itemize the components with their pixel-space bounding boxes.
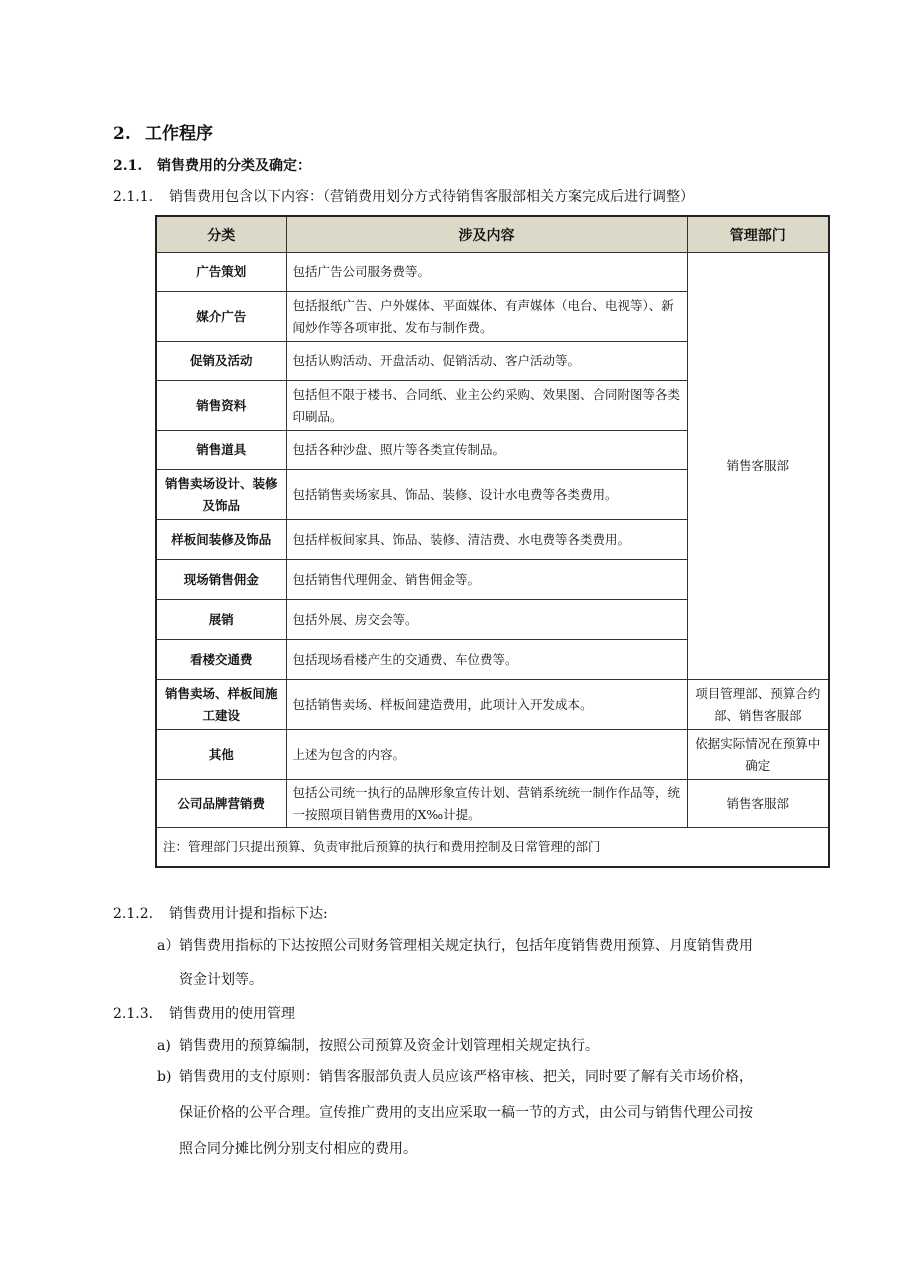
merged-department-cell: 销售客服部 xyxy=(687,253,829,680)
table-header-row xyxy=(156,216,829,253)
item-2-1-3-a-text: 销售费用的预算编制，按照公司预算及资金计划管理相关规定执行。 xyxy=(179,1038,599,1054)
item-2-1-2-a-label: a） xyxy=(157,938,180,954)
section-heading xyxy=(113,119,213,144)
header-category: 分类 xyxy=(156,216,286,253)
row-department: 项目管理部、预算合约部、销售客服部 xyxy=(687,680,829,730)
row-content: 包括公司统一执行的品牌形象宣传计划、营销系统统一制作作品等，统一按照项目销售费用的X‰计提。 xyxy=(286,780,687,828)
item-2-1-3-a xyxy=(157,1035,599,1055)
item-2-1-2-a-line1: 销售费用指标的下达按照公司财务管理相关规定执行，包括年度销售费用预算、月度销售费用 xyxy=(179,938,753,954)
row-category: 现场销售佣金 xyxy=(156,560,286,600)
item-2-1-3-number: 2.1.3. xyxy=(113,1006,154,1022)
item-2-1-3-b-line1: 销售费用的支付原则：销售客服部负责人员应该严格审核、把关，同时要了解有关市场价格， xyxy=(179,1069,753,1085)
item-2-1-3-text: 销售费用的使用管理 xyxy=(169,1006,295,1022)
item-2-1-3-b-line2: 保证价格的公平合理。宣传推广费用的支出应采取一稿一节的方式，由公司与销售代理公司按 xyxy=(179,1105,753,1121)
row-category: 广告策划 xyxy=(156,253,286,292)
item-2-1-1 xyxy=(113,186,694,206)
row-category: 样板间装修及饰品 xyxy=(156,520,286,560)
section-number: 2. xyxy=(113,124,131,144)
row-content: 包括外展、房交会等。 xyxy=(286,600,687,640)
row-category: 其他 xyxy=(156,730,286,780)
row-category: 看楼交通费 xyxy=(156,640,286,680)
row-content: 包括报纸广告、户外媒体、平面媒体、有声媒体（电台、电视等）、新闻炒作等各项审批、发布与制作费。 xyxy=(286,292,687,342)
item-2-1-2-number: 2.1.2. xyxy=(113,906,154,922)
row-department: 依据实际情况在预算中确定 xyxy=(687,730,829,780)
subsection-title: 销售费用的分类及确定： xyxy=(157,158,311,174)
row-category: 公司品牌营销费 xyxy=(156,780,286,828)
row-content: 包括认购活动、开盘活动、促销活动、客户活动等。 xyxy=(286,342,687,381)
row-category: 销售卖场设计、装修及饰品 xyxy=(156,470,286,520)
item-2-1-2-text: 销售费用计提和指标下达: xyxy=(169,906,328,922)
table-row xyxy=(156,730,829,780)
row-category: 媒介广告 xyxy=(156,292,286,342)
row-category: 销售道具 xyxy=(156,431,286,470)
item-2-1-3-a-label: a) xyxy=(157,1038,171,1054)
row-content: 包括广告公司服务费等。 xyxy=(286,253,687,292)
header-content: 涉及内容 xyxy=(286,216,687,253)
table-note: 注：管理部门只提出预算、负责审批后预算的执行和费用控制及日常管理的部门 xyxy=(156,828,829,868)
row-content: 包括样板间家具、饰品、装修、清洁费、水电费等各类费用。 xyxy=(286,520,687,560)
item-2-1-3 xyxy=(113,1003,295,1023)
row-content: 包括但不限于楼书、合同纸、业主公约采购、效果图、合同附图等各类印刷品。 xyxy=(286,381,687,431)
item-2-1-1-text: 销售费用包含以下内容：（营销费用划分方式待销售客服部相关方案完成后进行调整） xyxy=(169,189,694,205)
item-2-1-3-b-label: b) xyxy=(157,1069,172,1085)
row-category: 销售卖场、样板间施工建设 xyxy=(156,680,286,730)
row-category: 销售资料 xyxy=(156,381,286,431)
row-department: 销售客服部 xyxy=(687,780,829,828)
row-content: 上述为包含的内容。 xyxy=(286,730,687,780)
item-2-1-2-a xyxy=(157,935,753,955)
section-title: 工作程序 xyxy=(145,124,213,144)
row-category: 展销 xyxy=(156,600,286,640)
row-content: 包括现场看楼产生的交通费、车位费等。 xyxy=(286,640,687,680)
table-note-row xyxy=(156,828,829,868)
row-category: 促销及活动 xyxy=(156,342,286,381)
row-content: 包括销售代理佣金、销售佣金等。 xyxy=(286,560,687,600)
table-row xyxy=(156,680,829,730)
header-department: 管理部门 xyxy=(687,216,829,253)
item-2-1-3-b xyxy=(157,1066,753,1086)
table-row xyxy=(156,253,829,292)
subsection-number: 2.1. xyxy=(113,158,143,174)
row-content: 包括各种沙盘、照片等各类宣传制品。 xyxy=(286,431,687,470)
item-2-1-2-a-line2: 资金计划等。 xyxy=(179,972,263,988)
item-2-1-3-b-line3: 照合同分摊比例分别支付相应的费用。 xyxy=(179,1141,417,1157)
table-row xyxy=(156,780,829,828)
row-content: 包括销售卖场、样板间建造费用，此项计入开发成本。 xyxy=(286,680,687,730)
item-2-1-2 xyxy=(113,903,328,923)
item-2-1-1-number: 2.1.1. xyxy=(113,189,154,205)
row-content: 包括销售卖场家具、饰品、装修、设计水电费等各类费用。 xyxy=(286,470,687,520)
subsection-heading xyxy=(113,155,311,175)
sales-fee-table xyxy=(155,215,830,868)
